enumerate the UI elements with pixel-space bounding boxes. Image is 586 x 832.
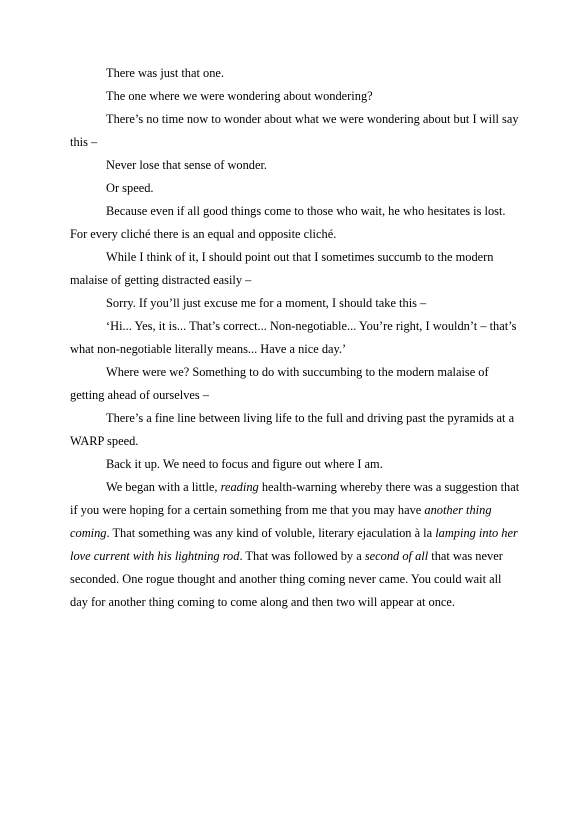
paragraph [70, 476, 522, 614]
text-run: ‘Hi... Yes, it is... That’s correct... Non-negotiable... You’re right, I wouldn’t – that’s what non-negotiable literally means... Have a nice day.’ [70, 319, 517, 356]
paragraph [70, 154, 522, 177]
paragraph [70, 246, 522, 292]
text-run: that was never seconded. One rogue thought and another thing coming never came. You could wait all day for another thing coming to come along and then two will appear at once. [70, 549, 503, 609]
text-run: There was just that one. [106, 66, 225, 80]
paragraph [70, 62, 522, 85]
italic-text: lamping into her love current with his lightning rod [70, 526, 518, 563]
text-run: Never lose that sense of wonder. [106, 158, 268, 172]
document-body [70, 62, 522, 614]
paragraph [70, 361, 522, 407]
paragraph [70, 177, 522, 200]
italic-text: another thing coming [70, 503, 492, 540]
paragraph [70, 292, 522, 315]
italic-text: reading [220, 480, 259, 494]
text-run: Sorry. If you’ll just excuse me for a moment, I should take this – [106, 296, 427, 310]
text-run: Or speed. [106, 181, 154, 195]
paragraph [70, 453, 522, 476]
text-run: Because even if all good things come to those who wait, he who hesitates is lost. For every cliché there is an equal and opposite cliché. [70, 204, 506, 241]
text-run: The one where we were wondering about wondering? [106, 89, 373, 103]
text-run: . That something was any kind of voluble, literary ejaculation à la [106, 526, 436, 540]
text-run: . That was followed by a [239, 549, 365, 563]
text-run: There’s no time now to wonder about what we were wondering about but I will say this – [70, 112, 519, 149]
paragraph [70, 108, 522, 154]
paragraph [70, 315, 522, 361]
text-run: health-warning whereby there was a suggestion that if you were hoping for a certain something from me that you may have [70, 480, 520, 517]
text-run: We began with a little, [106, 480, 221, 494]
text-run: Where were we? Something to do with succumbing to the modern malaise of getting ahead of ourselves – [70, 365, 489, 402]
italic-text: second of all [364, 549, 429, 563]
paragraph [70, 85, 522, 108]
text-run: Back it up. We need to focus and figure out where I am. [106, 457, 383, 471]
text-run: There’s a fine line between living life to the full and driving past the pyramids at a WARP speed. [70, 411, 515, 448]
paragraph [70, 200, 522, 246]
text-run: While I think of it, I should point out that I sometimes succumb to the modern malaise of getting distracted easily – [70, 250, 494, 287]
paragraph [70, 407, 522, 453]
